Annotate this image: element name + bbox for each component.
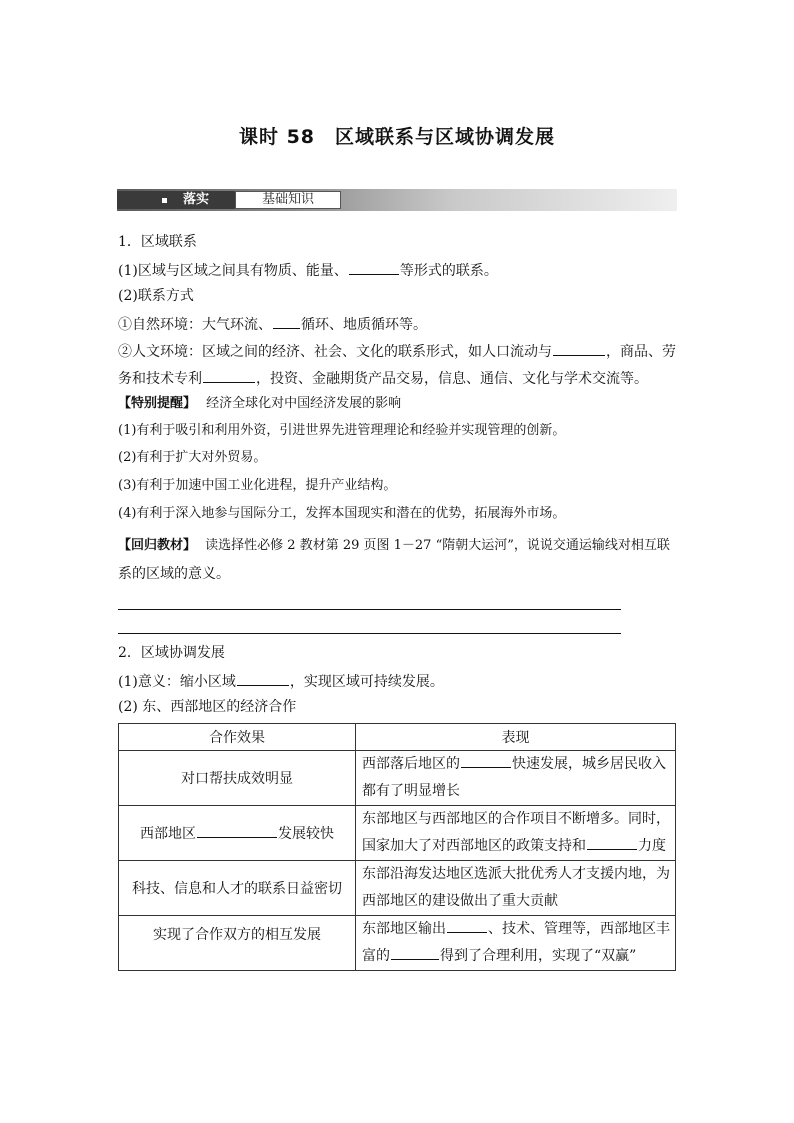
table-header: 合作效果: [119, 724, 356, 751]
desc-text: 东部地区输出: [362, 921, 446, 937]
banner-label: 基础知识: [235, 191, 341, 209]
table-row: [119, 861, 676, 916]
tips-title: 经济全球化对中国经济发展的影响: [206, 396, 402, 411]
s1-para3-b: 循环、地质循环等。: [301, 317, 427, 333]
table-cell-desc: [356, 806, 676, 861]
answer-blank[interactable]: [461, 754, 511, 768]
s1-para1-b: 等形式的联系。: [399, 263, 498, 279]
desc-text: 西部落后地区的: [362, 756, 460, 772]
tips-item: (1)有利于吸引和利用外资，引进世界先进管理理论和经验并实现管理的创新。: [118, 423, 566, 438]
banner-tag: [117, 191, 235, 209]
effect-text: 西部地区: [140, 826, 196, 842]
answer-blank[interactable]: [587, 836, 637, 850]
s1-para5: [118, 369, 648, 387]
s1-para3: [118, 315, 427, 333]
answer-blank[interactable]: [203, 369, 255, 383]
table-row: [119, 806, 676, 861]
section-banner: [117, 189, 677, 211]
s1-para3-a: ①自然环境：大气环流、: [118, 317, 272, 333]
bullet-square-icon: [162, 198, 167, 203]
s1-para1-a: (1)区域与区域之间具有物质、能量、: [118, 263, 348, 279]
tips-heading: [118, 396, 401, 412]
desc-text: 、技术、管理等，西部地区丰富的: [362, 921, 670, 964]
page-title: 课时 58 区域联系与区域协调发展: [238, 126, 556, 148]
review-line2: 系的区域的意义。: [118, 566, 230, 582]
table-cell-effect: 科技、信息和人才的联系日益密切: [119, 861, 356, 916]
review-line1: [118, 538, 670, 554]
table-cell-effect: 实现了合作双方的相互发展: [119, 916, 356, 971]
tips-item: (2)有利于扩大对外贸易。: [118, 450, 267, 465]
s2-para1-a: (1)意义：缩小区域: [118, 674, 236, 690]
answer-blank[interactable]: [349, 261, 399, 275]
desc-text: 得到了合理利用，实现了“双赢”: [440, 948, 637, 964]
answer-blank[interactable]: [447, 919, 487, 933]
table-header-row: [119, 724, 676, 751]
s1-para4-b: ，商品、劳: [606, 344, 676, 360]
desc-text: 东部地区与西部地区的合作项目不断增多。同时，国家加大了对西部地区的政策支持和: [362, 811, 670, 854]
s2-para2: (2) 东、西部地区的经济合作: [118, 699, 297, 715]
desc-text: 力度: [638, 838, 666, 854]
review-tag: 【回归教材】: [118, 538, 197, 553]
answer-line[interactable]: [118, 633, 621, 634]
s1-para5-b: ，投资、金融期货产品交易，信息、通信、文化与学术交流等。: [256, 371, 648, 387]
desc-text: 快速发展，城乡居民收入都有了明显增长: [362, 756, 666, 799]
table-cell-desc: [356, 751, 676, 806]
answer-blank[interactable]: [273, 315, 300, 329]
answer-blank[interactable]: [391, 946, 439, 960]
table-cell-effect: [119, 806, 356, 861]
section2-heading: 2．区域协调发展: [118, 645, 225, 661]
table-cell-desc: [356, 916, 676, 971]
table-cell-desc: 东部沿海发达地区选派大批优秀人才支援内地，为西部地区的建设做出了重大贡献: [356, 861, 676, 916]
answer-blank[interactable]: [197, 824, 277, 838]
table-header: 表现: [356, 724, 676, 751]
s1-para4: [118, 342, 676, 360]
effect-text: 发展较快: [278, 826, 334, 842]
answer-blank[interactable]: [237, 672, 289, 686]
tips-item: (3)有利于加速中国工业化进程，提升产业结构。: [118, 478, 397, 493]
tips-tag: 【特别提醒】: [118, 396, 197, 411]
s1-para1: [118, 261, 498, 279]
answer-line[interactable]: [118, 609, 621, 610]
answer-blank[interactable]: [553, 342, 605, 356]
s1-para2: (2)联系方式: [118, 288, 194, 304]
review-text: 读选择性必修 2 教材第 29 页图 1－27 “隋朝大运河”，说说交通运输线对相互联: [205, 538, 670, 553]
section1-heading: 1．区域联系: [118, 234, 197, 250]
cooperation-table: [118, 723, 676, 971]
tips-item: (4)有利于深入地参与国际分工，发挥本国现实和潜在的优势，拓展海外市场。: [118, 506, 566, 521]
s2-para1-b: ，实现区域可持续发展。: [289, 674, 444, 690]
s1-para4-a: ②人文环境：区域之间的经济、社会、文化的联系形式，如人口流动与: [118, 344, 552, 360]
table-row: [119, 751, 676, 806]
table-row: [119, 916, 676, 971]
table-cell-effect: 对口帮扶成效明显: [119, 751, 356, 806]
s1-para5-a: 务和技术专利: [118, 371, 202, 387]
banner-tag-label: 落实: [183, 192, 210, 207]
s2-para1: [118, 672, 444, 690]
